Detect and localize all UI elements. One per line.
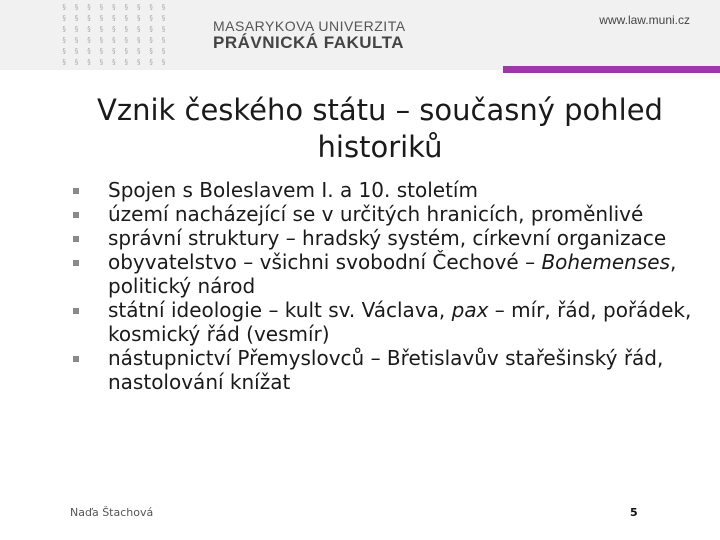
logo-pattern-row: § § § § § § § § § <box>62 3 168 11</box>
page-number: 5 <box>630 506 638 519</box>
square-bullet-icon <box>73 188 79 194</box>
faculty-logo-pattern <box>62 2 187 68</box>
accent-bar <box>503 66 720 73</box>
website-url: www.law.muni.cz <box>599 13 690 27</box>
bullet-text: nástupnictví Přemyslovců – Břetislavův stařešinský řád, nastolování knížat <box>108 346 664 394</box>
square-bullet-icon <box>73 356 79 362</box>
bullet-text: správní struktury – hradský systém, církevní organizace <box>108 226 667 250</box>
logo-pattern-row: § § § § § § § § § <box>62 25 168 33</box>
bullet-text: Spojen s Boleslavem I. a 10. stoletím <box>108 178 478 202</box>
bullet-text: obyvatelstvo – všichni svobodní Čechové – <box>108 250 542 274</box>
bullet-text-italic: pax <box>451 298 489 322</box>
slide-header <box>0 0 720 70</box>
logo-pattern-row: § § § § § § § § § <box>62 36 168 44</box>
logo-pattern-row: § § § § § § § § § <box>62 14 168 22</box>
bullet-item <box>70 202 710 226</box>
square-bullet-icon <box>73 308 79 314</box>
bullet-text: státní ideologie – kult sv. Václava, <box>108 298 452 322</box>
footer-author: Naďa Štachová <box>70 506 154 519</box>
bullet-item <box>70 250 710 298</box>
slide-title: Vznik českého státu – současný pohled historiků <box>97 93 663 164</box>
bullet-text: území nacházející se v určitých hranicích, proměnlivé <box>108 202 644 226</box>
bullet-item <box>70 346 710 394</box>
logo-pattern-row: § § § § § § § § § <box>62 47 168 55</box>
bullet-item <box>70 298 710 346</box>
bullet-text: – mír, řád, pořádek, kosmický řád (vesmír) <box>108 298 692 346</box>
bullet-item <box>70 226 710 250</box>
square-bullet-icon <box>73 212 79 218</box>
square-bullet-icon <box>73 236 79 242</box>
faculty-name: PRÁVNICKÁ FAKULTA <box>213 33 405 52</box>
bullet-text: , politický národ <box>108 250 677 298</box>
university-name: MASARYKOVA UNIVERZITA <box>213 18 406 34</box>
square-bullet-icon <box>73 260 79 266</box>
bullet-item <box>70 178 710 202</box>
bullet-text-italic: Bohemenses <box>541 250 670 274</box>
logo-pattern-row: § § § § § § § § § <box>62 58 168 66</box>
bullet-list <box>70 178 710 394</box>
